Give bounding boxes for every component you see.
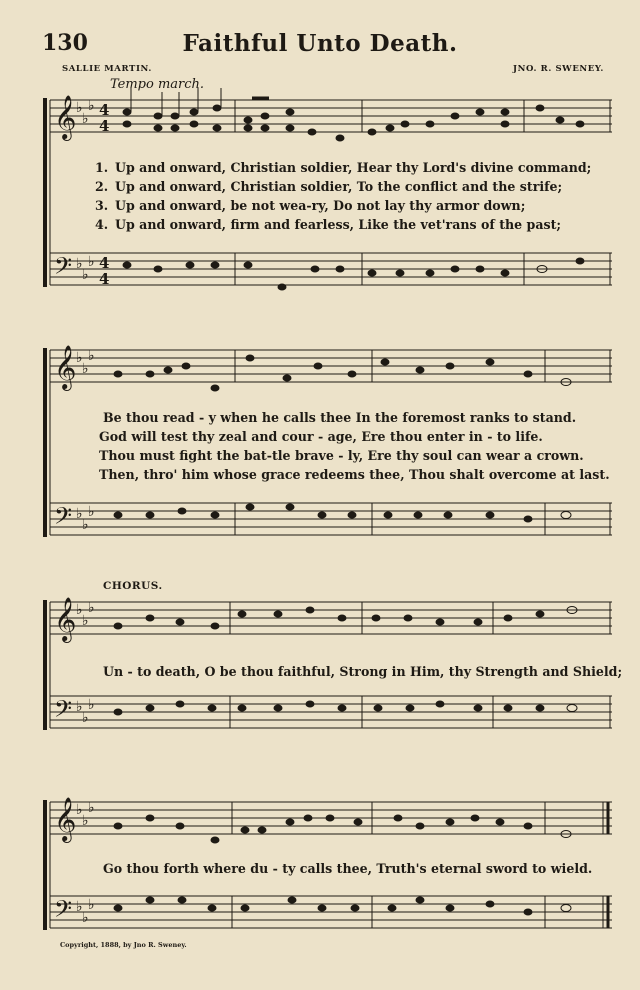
bass-clef: 𝄢	[54, 895, 73, 928]
svg-text:♭: ♭	[88, 800, 95, 816]
svg-text:♭: ♭	[88, 697, 95, 713]
tempo-marking: Tempo march.	[110, 77, 205, 92]
lyric-line: 3. Up and onward, be not wea-ry, Do not lay thy armor down;	[95, 198, 526, 213]
composer-credit: JNO. R. SWENEY.	[513, 64, 604, 74]
treble-staff	[50, 602, 612, 634]
svg-text:♭: ♭	[82, 111, 89, 127]
lyric-line: 4. Up and onward, firm and fearless, Like the vet'rans of the past;	[95, 217, 562, 232]
svg-text:4: 4	[99, 270, 110, 288]
treble-clef: 𝄞	[54, 597, 77, 641]
svg-text:♭: ♭	[82, 613, 89, 629]
lyricist-credit: SALLIE MARTIN.	[62, 64, 152, 74]
svg-text:♭: ♭	[76, 802, 83, 818]
bass-clef: 𝄢	[54, 695, 73, 728]
system-brace	[45, 98, 50, 287]
svg-text:♭: ♭	[76, 350, 83, 366]
treble-clef: 𝄞	[54, 797, 77, 841]
lyric-line: Be thou read - y when he calls thee In the foremost ranks to stand.	[103, 410, 577, 425]
treble-notes	[114, 355, 571, 391]
bass-staff	[50, 696, 612, 728]
svg-text:4: 4	[99, 117, 110, 135]
treble-clef: 𝄞	[54, 345, 77, 389]
lyric-line: 2. Up and onward, Christian soldier, To the conflict and the strife;	[95, 179, 563, 194]
key-signature	[76, 98, 95, 283]
lyric-line: God will test thy zeal and cour - age, Ere thou enter in - to life.	[99, 429, 543, 444]
lyric-line: Then, thro' him whose grace redeems thee, Thou shalt overcome at last.	[99, 467, 610, 482]
treble-notes	[114, 815, 571, 843]
lyric-line: Thou must fight the bat-tle brave - ly, Ere thy soul can wear a crown.	[99, 448, 584, 463]
system-brace	[45, 800, 50, 930]
svg-text:♭: ♭	[88, 897, 95, 913]
lyric-line: 1. Up and onward, Christian soldier, Hear thy Lord's divine command;	[95, 160, 592, 175]
treble-staff	[50, 100, 612, 132]
music-system-1	[0, 88, 640, 303]
system-brace	[45, 348, 50, 537]
svg-text:♭: ♭	[76, 256, 83, 272]
time-signature	[99, 101, 109, 288]
svg-text:♭: ♭	[82, 910, 89, 926]
svg-text:♭: ♭	[82, 710, 89, 726]
svg-text:♭: ♭	[76, 100, 83, 116]
lyric-line: Go thou forth where du - ty calls thee, Truth's eternal sword to wield.	[103, 861, 593, 876]
svg-text:♭: ♭	[76, 602, 83, 618]
svg-text:♭: ♭	[82, 813, 89, 829]
svg-text:♭: ♭	[76, 899, 83, 915]
key-signature	[76, 600, 95, 726]
bass-staff	[50, 253, 612, 285]
system-brace	[45, 600, 50, 730]
svg-text:♭: ♭	[76, 506, 83, 522]
svg-text:♭: ♭	[88, 98, 95, 114]
hymn-title: Faithful Unto Death.	[182, 30, 458, 57]
chorus-label: CHORUS.	[103, 580, 163, 592]
svg-text:♭: ♭	[88, 348, 95, 364]
svg-text:♭: ♭	[82, 361, 89, 377]
music-system-2	[0, 338, 640, 553]
bass-clef: 𝄢	[54, 502, 73, 535]
copyright-notice: Copyright, 1888, by Jno R. Sweney.	[60, 941, 187, 949]
svg-text:♭: ♭	[88, 504, 95, 520]
svg-text:♭: ♭	[82, 267, 89, 283]
svg-text:♭: ♭	[88, 254, 95, 270]
svg-text:4: 4	[99, 101, 110, 119]
svg-text:4: 4	[99, 254, 110, 272]
music-system-4	[0, 772, 640, 944]
key-signature	[76, 348, 95, 533]
bass-clef: 𝄢	[54, 252, 73, 285]
lyric-line: Un - to death, O be thou faithful, Strong in Him, thy Strength and Shield;	[103, 664, 623, 679]
bass-notes	[114, 701, 577, 715]
svg-text:♭: ♭	[76, 699, 83, 715]
svg-text:♭: ♭	[82, 517, 89, 533]
svg-text:♭: ♭	[88, 600, 95, 616]
treble-clef: 𝄞	[54, 95, 77, 139]
page-number: 130	[42, 30, 88, 56]
key-signature	[76, 800, 95, 926]
treble-notes	[123, 88, 584, 141]
